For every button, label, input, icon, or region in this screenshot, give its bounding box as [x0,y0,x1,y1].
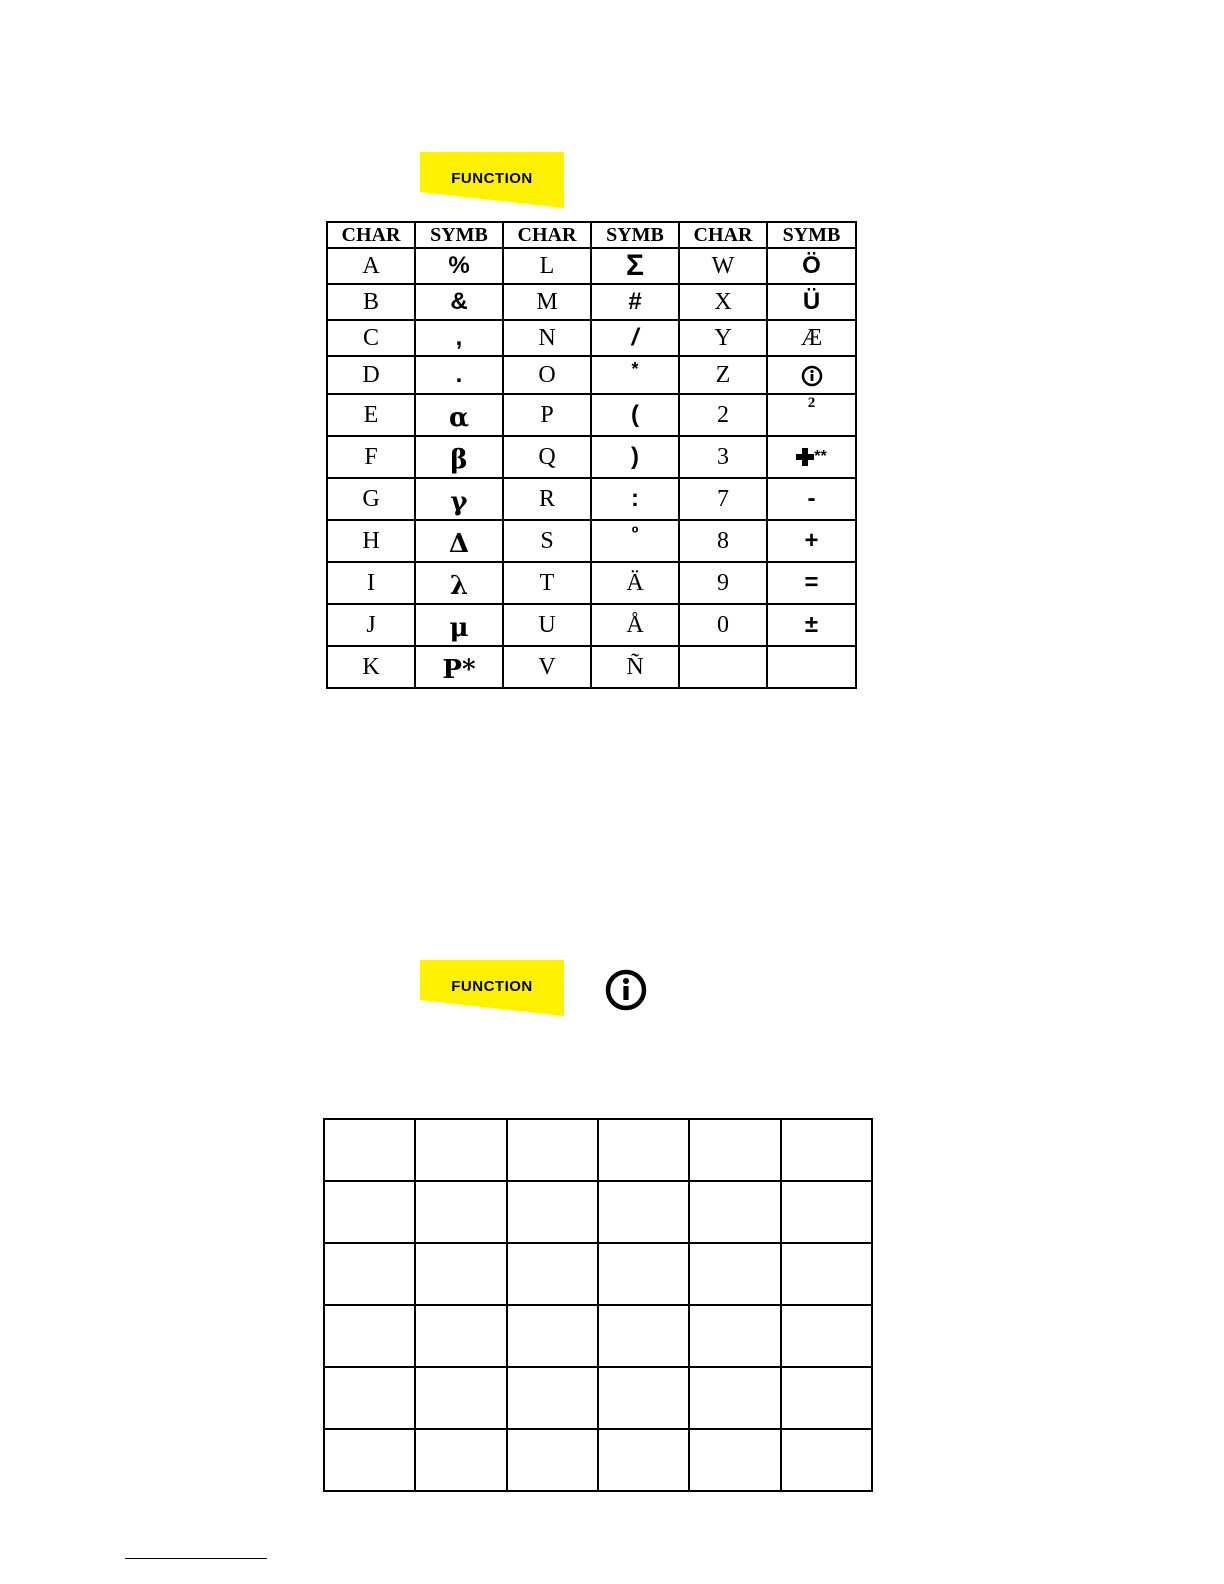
header-symb-3: SYMB [767,222,856,248]
cell-symb: λ [415,562,503,604]
cell-char: 7 [679,478,767,520]
blank-cell [507,1367,598,1429]
function-key-label: FUNCTION [451,169,533,187]
table-row [324,1181,872,1243]
table-row [327,478,856,520]
cell-symb: - [767,478,856,520]
cell-symb: P* [415,646,503,688]
cell-char: H [327,520,415,562]
cell-symb: Ä [591,562,679,604]
blank-cell [689,1305,780,1367]
cell-char: 9 [679,562,767,604]
cell-symb-info [767,356,856,394]
blank-cell [415,1367,506,1429]
info-circle-icon [605,969,647,1011]
blank-cell [507,1119,598,1181]
cell-symb: º [591,520,679,562]
blank-cell [598,1367,689,1429]
header-char-1: CHAR [327,222,415,248]
blank-cell [415,1305,506,1367]
blank-cell [689,1181,780,1243]
cell-symb: & [415,284,503,320]
cell-symb [767,646,856,688]
cell-symb: % [415,248,503,284]
cell-char: C [327,320,415,356]
cell-symb: + [767,520,856,562]
cell-char: L [503,248,591,284]
blank-cell [781,1243,872,1305]
blank-cell [324,1367,415,1429]
cell-char: G [327,478,415,520]
table-row [327,394,856,436]
cell-char: 2 [679,394,767,436]
cell-char: 3 [679,436,767,478]
cell-char: T [503,562,591,604]
blank-grid [323,1118,873,1492]
cell-char: B [327,284,415,320]
table-row [327,356,856,394]
blank-cell [324,1429,415,1491]
header-symb-1: SYMB [415,222,503,248]
blank-cell [598,1119,689,1181]
cell-char: Y [679,320,767,356]
header-symb-2: SYMB [591,222,679,248]
table-row [327,520,856,562]
table-row [324,1119,872,1181]
cell-symb: Ñ [591,646,679,688]
blank-cell [507,1429,598,1491]
cell-char: 8 [679,520,767,562]
cell-char: N [503,320,591,356]
function-key-label: FUNCTION [451,977,533,995]
blank-cell [324,1181,415,1243]
table-row [327,248,856,284]
blank-cell [507,1305,598,1367]
cell-char: 0 [679,604,767,646]
blank-cell [324,1305,415,1367]
cell-char: O [503,356,591,394]
blank-cell [598,1429,689,1491]
character-symbol-table [326,221,857,689]
cell-char: M [503,284,591,320]
table-row [327,646,856,688]
blank-cell [507,1243,598,1305]
cell-symb: # [591,284,679,320]
blank-cell [415,1243,506,1305]
cell-char: X [679,284,767,320]
blank-cell [324,1119,415,1181]
cell-char: W [679,248,767,284]
cell-char: Z [679,356,767,394]
table-row [327,284,856,320]
cell-symb: : [591,478,679,520]
table-row [327,604,856,646]
blank-cell [415,1429,506,1491]
cell-symb: , [415,320,503,356]
blank-cell [689,1367,780,1429]
blank-cell [324,1243,415,1305]
cell-char: P [503,394,591,436]
blank-cell [689,1243,780,1305]
header-char-3: CHAR [679,222,767,248]
cell-char: I [327,562,415,604]
footnote-rule [125,1558,267,1559]
blank-cell [507,1181,598,1243]
cell-char: E [327,394,415,436]
cell-symb: ( [591,394,679,436]
cell-char: J [327,604,415,646]
cell-symb: Å [591,604,679,646]
cell-symb: γ [415,478,503,520]
blank-cell [781,1305,872,1367]
cell-char: S [503,520,591,562]
cell-symb: / [591,320,679,356]
blank-cell [598,1181,689,1243]
table-row [324,1243,872,1305]
cell-char: Q [503,436,591,478]
cell-char: V [503,646,591,688]
cell-char: K [327,646,415,688]
cell-symb-superscript: 2 [767,394,856,436]
blank-cell [415,1119,506,1181]
cell-symb-cross [767,436,856,478]
cell-symb: β [415,436,503,478]
header-char-2: CHAR [503,222,591,248]
cell-char: U [503,604,591,646]
cell-symb: ) [591,436,679,478]
blank-cell [781,1429,872,1491]
cell-char: A [327,248,415,284]
cell-symb: * [591,356,679,394]
cell-symb: Δ [415,520,503,562]
plus-cross-icon [796,448,814,466]
cell-symb: = [767,562,856,604]
cell-symb: Ü [767,284,856,320]
cell-symb: α [415,394,503,436]
function-key [420,152,564,208]
blank-cell [781,1367,872,1429]
table-row [327,320,856,356]
blank-cell [781,1181,872,1243]
blank-cell [415,1181,506,1243]
cell-char [679,646,767,688]
table-row [327,562,856,604]
blank-cell [781,1119,872,1181]
cell-symb: Σ [591,248,679,284]
blank-cell [598,1305,689,1367]
cell-symb: . [415,356,503,394]
cell-symb: Æ [767,320,856,356]
blank-cell [689,1119,780,1181]
info-circle-icon [801,365,823,387]
table-row [324,1367,872,1429]
table-row [327,436,856,478]
cell-symb: Ö [767,248,856,284]
function-key [420,960,564,1016]
cell-char: F [327,436,415,478]
cell-char: D [327,356,415,394]
table-header-row [327,222,856,248]
blank-cell [598,1243,689,1305]
blank-cell [689,1429,780,1491]
cell-char: R [503,478,591,520]
table-row [324,1429,872,1491]
table-row [324,1305,872,1367]
cell-symb: ± [767,604,856,646]
double-asterisk: ** [814,448,827,466]
cell-symb: μ [415,604,503,646]
